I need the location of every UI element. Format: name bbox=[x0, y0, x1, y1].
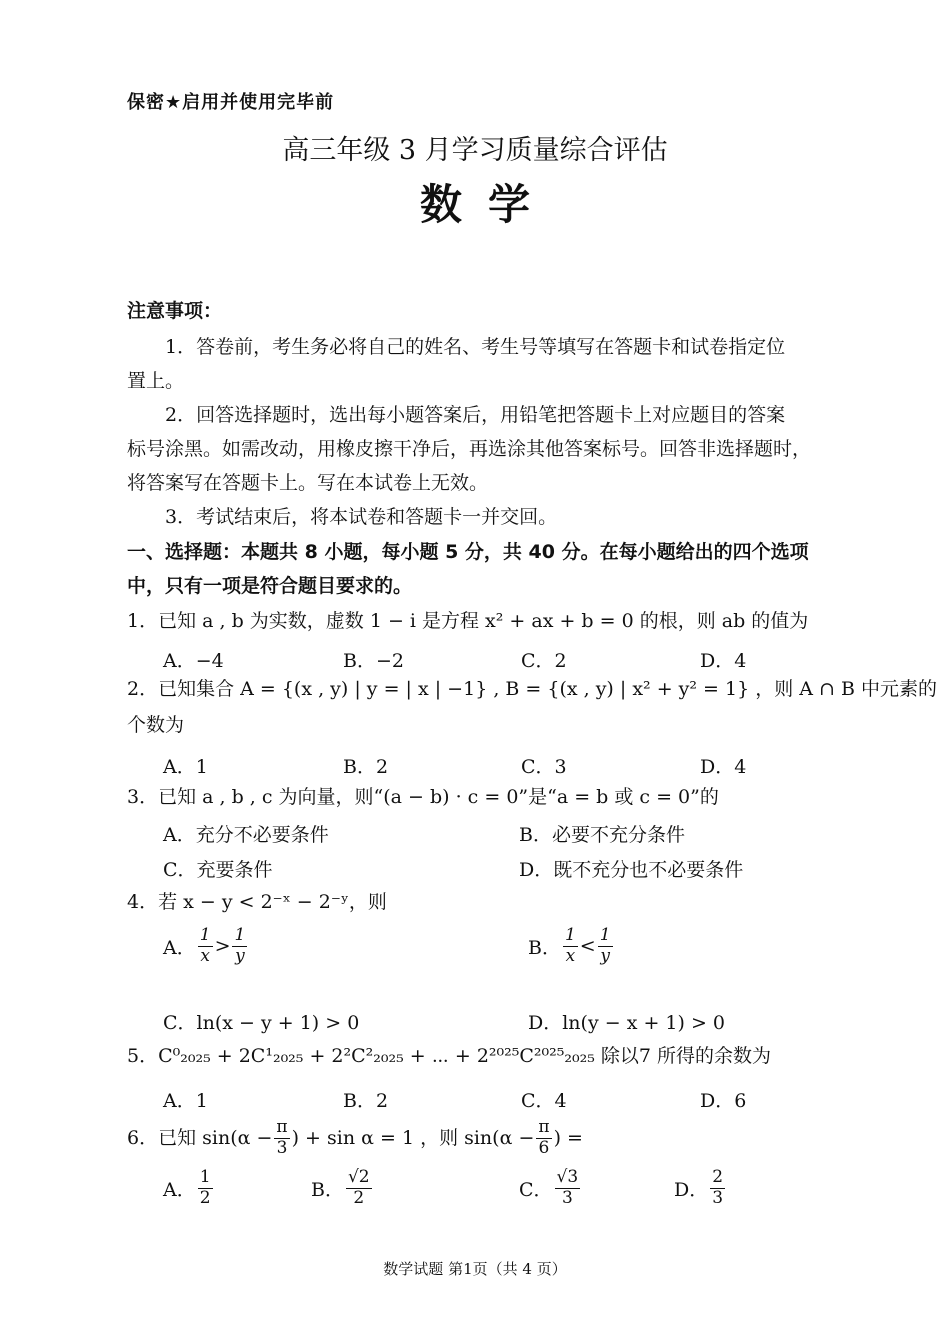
question-6-stem bbox=[127, 1118, 583, 1158]
fraction bbox=[232, 926, 247, 966]
question-3-option-c: C．充要条件 bbox=[163, 859, 273, 881]
fraction bbox=[198, 1168, 213, 1208]
numerator: 1 bbox=[234, 925, 246, 945]
question-5-option-b: B．2 bbox=[343, 1090, 389, 1112]
notice-item-1-cont: 置上。 bbox=[127, 370, 185, 392]
option-label: B． bbox=[528, 936, 561, 959]
question-3-option-b: B．必要不充分条件 bbox=[519, 824, 685, 846]
question-6-option-b bbox=[311, 1168, 374, 1208]
confidential-label: 保密★启用并使用完毕前 bbox=[127, 92, 335, 113]
denominator: 3 bbox=[276, 1137, 288, 1158]
question-2-stem-cont: 个数为 bbox=[127, 714, 185, 736]
question-2-option-c: C．3 bbox=[521, 756, 567, 778]
question-5-stem: 5．C⁰₂₀₂₅ + 2C¹₂₀₂₅ + 2²C²₂₀₂₅ + ⋯ + 2²⁰²⁵C²⁰²⁵₂₀₂₅ 除以7 所得的余数为 bbox=[127, 1045, 772, 1067]
numerator: 1 bbox=[199, 1167, 211, 1187]
stem-text: ) + sin α = 1 ，则 sin(α − bbox=[291, 1126, 535, 1149]
question-3-stem: 3．已知 a , b , c 为向量，则“(a − b) · c = 0”是“a = b 或 c = 0”的 bbox=[127, 786, 719, 808]
question-3-option-a: A．充分不必要条件 bbox=[163, 824, 329, 846]
question-6-option-c bbox=[519, 1168, 582, 1208]
question-1-option-b: B．−2 bbox=[343, 650, 404, 672]
stem-text: ) = bbox=[553, 1126, 583, 1149]
denominator: 6 bbox=[538, 1137, 550, 1158]
section-heading-cont: 中，只有一项是符合题目要求的。 bbox=[127, 575, 413, 597]
numerator: 1 bbox=[199, 925, 211, 945]
question-2-option-b: B．2 bbox=[343, 756, 389, 778]
numerator: √3 bbox=[556, 1167, 579, 1187]
section-heading: 一、选择题：本题共 8 小题，每小题 5 分，共 40 分。在每小题给出的四个选项 bbox=[127, 541, 809, 563]
denominator: 3 bbox=[561, 1187, 573, 1208]
fraction bbox=[274, 1118, 289, 1158]
exam-title: 高三年级 3 月学习质量综合评估 bbox=[282, 135, 668, 166]
fraction bbox=[346, 1168, 372, 1208]
question-2-option-a: A．1 bbox=[163, 756, 208, 778]
question-4-option-c: C．ln(x − y + 1) > 0 bbox=[163, 1012, 360, 1034]
relation: > bbox=[214, 935, 231, 958]
notice-item-2-cont: 标号涂黑。如需改动，用橡皮擦干净后，再选涂其他答案标号。回答非选择题时， bbox=[127, 438, 812, 460]
question-4-option-d: D．ln(y − x + 1) > 0 bbox=[528, 1012, 725, 1034]
denominator: x bbox=[200, 945, 210, 966]
notice-item-2-cont2: 将答案写在答题卡上。写在本试卷上无效。 bbox=[127, 472, 489, 494]
question-1-option-a: A．−4 bbox=[163, 650, 224, 672]
question-1-option-d: D．4 bbox=[700, 650, 747, 672]
page-footer: 数学试题 第1页（共 4 页） bbox=[383, 1260, 567, 1278]
denominator: 3 bbox=[712, 1187, 724, 1208]
question-1-stem: 1．已知 a , b 为实数，虚数 1 − i 是方程 x² + ax + b = 0 的根，则 ab 的值为 bbox=[127, 610, 809, 632]
option-label: C． bbox=[519, 1178, 553, 1201]
denominator: 2 bbox=[199, 1187, 211, 1208]
fraction bbox=[536, 1118, 551, 1158]
denominator: 2 bbox=[353, 1187, 365, 1208]
fraction bbox=[710, 1168, 725, 1208]
numerator: √2 bbox=[347, 1167, 370, 1187]
notice-heading: 注意事项： bbox=[127, 300, 223, 322]
question-1-option-c: C．2 bbox=[521, 650, 567, 672]
numerator: 2 bbox=[712, 1167, 724, 1187]
option-label: D． bbox=[674, 1178, 709, 1201]
option-label: A． bbox=[163, 1178, 196, 1201]
denominator: y bbox=[600, 945, 610, 966]
subject-title: 数学 bbox=[419, 180, 556, 229]
fraction bbox=[598, 926, 613, 966]
question-5-option-a: A．1 bbox=[163, 1090, 208, 1112]
numerator: π bbox=[538, 1117, 550, 1137]
question-2-option-d: D．4 bbox=[700, 756, 747, 778]
numerator: 1 bbox=[564, 925, 576, 945]
option-label: B． bbox=[311, 1178, 344, 1201]
question-5-option-d: D．6 bbox=[700, 1090, 747, 1112]
question-5-option-c: C．4 bbox=[521, 1090, 567, 1112]
notice-item-2: 2．回答选择题时，选出每小题答案后，用铅笔把答题卡上对应题目的答案 bbox=[165, 404, 786, 426]
numerator: 1 bbox=[599, 925, 611, 945]
denominator: y bbox=[235, 945, 245, 966]
fraction bbox=[198, 926, 213, 966]
fraction bbox=[563, 926, 578, 966]
question-6-option-a bbox=[163, 1168, 215, 1208]
option-label: A． bbox=[163, 936, 196, 959]
denominator: x bbox=[565, 945, 576, 966]
question-4-option-b bbox=[528, 926, 615, 966]
numerator: π bbox=[276, 1117, 288, 1137]
question-2-stem: 2．已知集合 A = {(x , y) | y = | x | −1} , B = {(x , y) | x² + y² = 1} ，则 A ∩ B 中元素的 bbox=[127, 678, 937, 700]
question-4-option-a bbox=[163, 926, 249, 966]
question-3-option-d: D．既不充分也不必要条件 bbox=[519, 859, 744, 881]
stem-text: 6．已知 sin(α − bbox=[127, 1126, 273, 1149]
question-4-stem: 4．若 x − y < 2⁻ˣ − 2⁻ʸ，则 bbox=[127, 891, 387, 913]
notice-item-3: 3．考试结束后，将本试卷和答题卡一并交回。 bbox=[165, 506, 558, 528]
question-6-option-d bbox=[674, 1168, 727, 1208]
relation: < bbox=[579, 935, 596, 958]
notice-item-1: 1．答卷前，考生务必将自己的姓名、考生号等填写在答题卡和试卷指定位 bbox=[165, 336, 786, 358]
fraction bbox=[555, 1168, 581, 1208]
